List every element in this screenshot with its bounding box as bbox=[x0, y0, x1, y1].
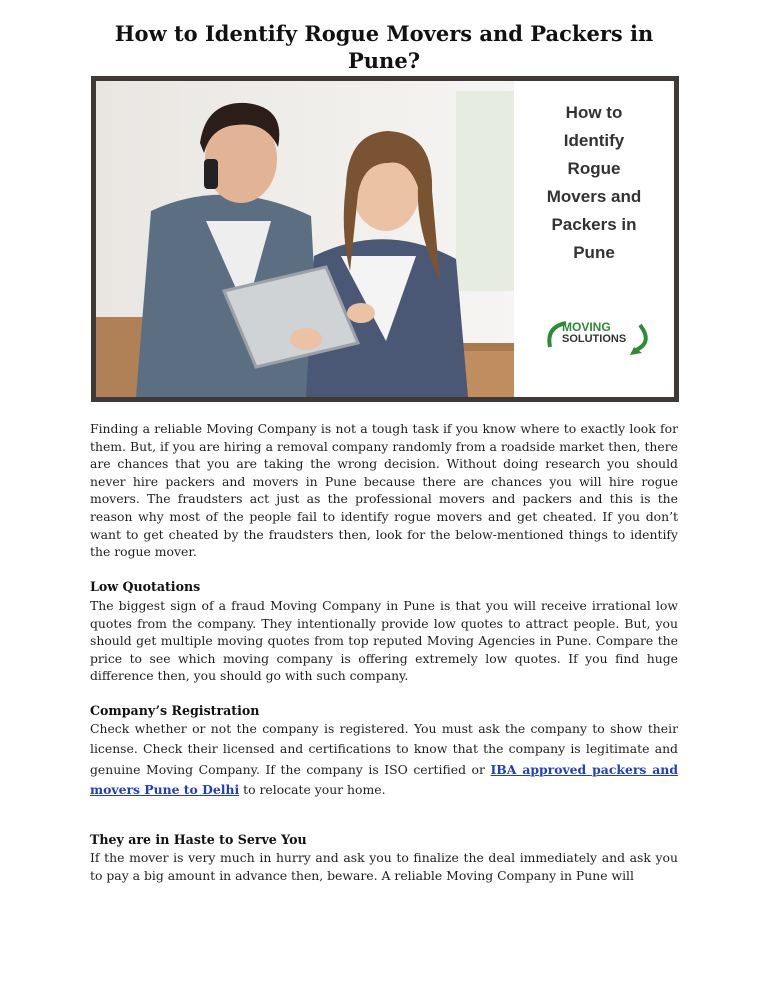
heading-registration: Company’s Registration bbox=[90, 703, 260, 718]
moving-solutions-logo: MOVING SOLUTIONS bbox=[544, 317, 654, 357]
heading-haste: They are in Haste to Serve You bbox=[90, 832, 307, 847]
registration-body: Check whether or not the company is registered. You must ask the company to show their license. Check their licensed and certifications to know that the company is legitimate and genuine Moving Company. If the company is ISO certified or IBA approved packers and movers Pune to Delhi to relocate your home. bbox=[90, 721, 678, 798]
page-title: How to Identify Rogue Movers and Packers in Pune? bbox=[114, 21, 654, 73]
title-panel bbox=[514, 81, 674, 397]
couple-photo bbox=[96, 81, 514, 397]
intro-paragraph: Finding a reliable Moving Company is not a tough task if you know where to exactly look for them. But, if you are hiring a removal company randomly from a roadside market then, there are chances that you are taking the wrong decision. Without doing research you should never hire packers and movers in Pune because there are chances you will hire rogue movers. The fraudsters act just as the professional movers and packers and this is the reason why most of the people fail to identify rogue movers and get cheated. If you don’t want to get cheated by the fraudsters then, look for the below-mentioned things to identify the rogue mover. bbox=[90, 421, 678, 560]
panel-title: How to Identify Rogue Movers and Packers in Pune bbox=[546, 103, 642, 262]
haste-body: If the mover is very much in hurry and ask you to finalize the deal immediately and ask you to pay a big amount in advance then, beware. A reliable Moving Company in Pune will bbox=[90, 850, 678, 883]
low-quotations-body: The biggest sign of a fraud Moving Company in Pune is that you will receive irrational low quotes from the company. They intentionally provide low quotes to attract people. But, you should get multiple moving quotes from top reputed Moving Agencies in Pune. Compare the price to see which moving company is offering extremely low quotes. If you find huge difference then, you should go with such company. bbox=[90, 598, 678, 684]
heading-low-quotations: Low Quotations bbox=[90, 579, 201, 594]
hero-image bbox=[91, 76, 679, 402]
iba-packers-link[interactable]: IBA approved packers and movers Pune to Delhi bbox=[90, 761, 678, 798]
